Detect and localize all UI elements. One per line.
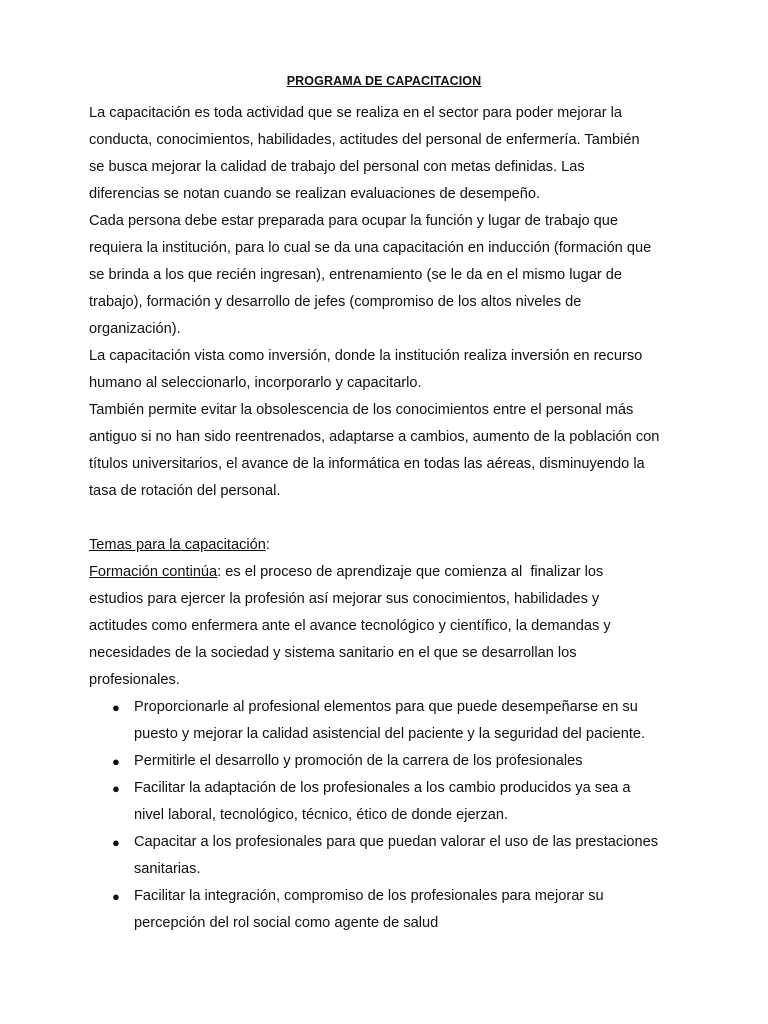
temas-heading-line	[89, 532, 689, 559]
bullet-icon: ●	[112, 700, 120, 715]
bullet-item	[89, 775, 689, 829]
paragraph-line: títulos universitarios, el avance de la informática en todas las aéreas, disminuyendo la	[89, 456, 645, 472]
bullet-line: Proporcionarle al profesional elementos para que puede desempeñarse en su	[134, 699, 638, 715]
formacion-line: estudios para ejercer la profesión así mejorar sus conocimientos, habilidades y	[89, 591, 600, 607]
objectives-list	[89, 694, 689, 937]
bullet-line: Facilitar la adaptación de los profesionales a los cambio producidos ya sea a	[134, 780, 631, 796]
bullet-line: Capacitar a los profesionales para que puedan valorar el uso de las prestaciones	[134, 834, 659, 850]
bullet-icon: ●	[112, 889, 120, 904]
document-body	[89, 100, 689, 937]
bullet-line: Facilitar la integración, compromiso de los profesionales para mejorar su	[134, 888, 604, 904]
temas-colon: :	[265, 537, 270, 553]
formacion-label: Formación continúa	[89, 564, 218, 580]
paragraph-line: diferencias se notan cuando se realizan evaluaciones de desempeño.	[89, 186, 541, 202]
paragraph-line: se busca mejorar la calidad de trabajo del personal con metas definidas. Las	[89, 159, 585, 175]
paragraph-line: La capacitación vista como inversión, donde la institución realiza inversión en recurso	[89, 348, 643, 364]
bullet-icon: ●	[112, 835, 120, 850]
paragraph-line: se brinda a los que recién ingresan), entrenamiento (se le da en el mismo lugar de	[89, 267, 622, 283]
document-title: PROGRAMA DE CAPACITACION	[286, 74, 482, 88]
bullet-icon: ●	[112, 781, 120, 796]
bullet-item	[89, 748, 689, 775]
paragraph-line: requiera la institución, para lo cual se da una capacitación en inducción (formación que	[89, 240, 652, 256]
bullet-line: puesto y mejorar la calidad asistencial del paciente y la seguridad del paciente.	[134, 726, 646, 742]
bullet-line: nivel laboral, tecnológico, técnico, ético de donde ejerzan.	[134, 807, 509, 823]
paragraph-line: antiguo si no han sido reentrenados, adaptarse a cambios, aumento de la población con	[89, 429, 660, 445]
paragraph-line: organización).	[89, 321, 181, 337]
temas-heading: Temas para la capacitación	[89, 537, 266, 553]
paragraph-line: trabajo), formación y desarrollo de jefes (compromiso de los altos niveles de	[89, 294, 582, 310]
paragraph-line: La capacitación es toda actividad que se realiza en el sector para poder mejorar la	[89, 105, 622, 121]
bullet-item	[89, 883, 689, 937]
intro-paragraphs	[89, 100, 689, 505]
formacion-text: es el proceso de aprendizaje que comienza al finalizar los	[221, 564, 604, 580]
paragraph-line: Cada persona debe estar preparada para ocupar la función y lugar de trabajo que	[89, 213, 618, 229]
bullet-line: sanitarias.	[134, 861, 201, 877]
bullet-line: Permitirle el desarrollo y promoción de la carrera de los profesionales	[134, 753, 583, 769]
paragraph-line: humano al seleccionarlo, incorporarlo y capacitarlo.	[89, 375, 422, 391]
bullet-item	[89, 829, 689, 883]
bullet-line: percepción del rol social como agente de salud	[134, 915, 439, 931]
formacion-colon: :	[217, 564, 222, 580]
formacion-line: necesidades de la sociedad y sistema sanitario en el que se desarrollan los	[89, 645, 577, 661]
formacion-line: actitudes como enfermera ante el avance tecnológico y científico, la demandas y	[89, 618, 611, 634]
bullet-item	[89, 694, 689, 748]
formacion-first-line	[89, 559, 689, 586]
paragraph-line: conducta, conocimientos, habilidades, actitudes del personal de enfermería. También	[89, 132, 640, 148]
paragraph-line: También permite evitar la obsolescencia de los conocimientos entre el personal más	[89, 402, 634, 418]
paragraph-line: tasa de rotación del personal.	[89, 483, 281, 499]
formacion-line: profesionales.	[89, 672, 180, 688]
spacer	[89, 505, 689, 532]
bullet-icon: ●	[112, 754, 120, 769]
